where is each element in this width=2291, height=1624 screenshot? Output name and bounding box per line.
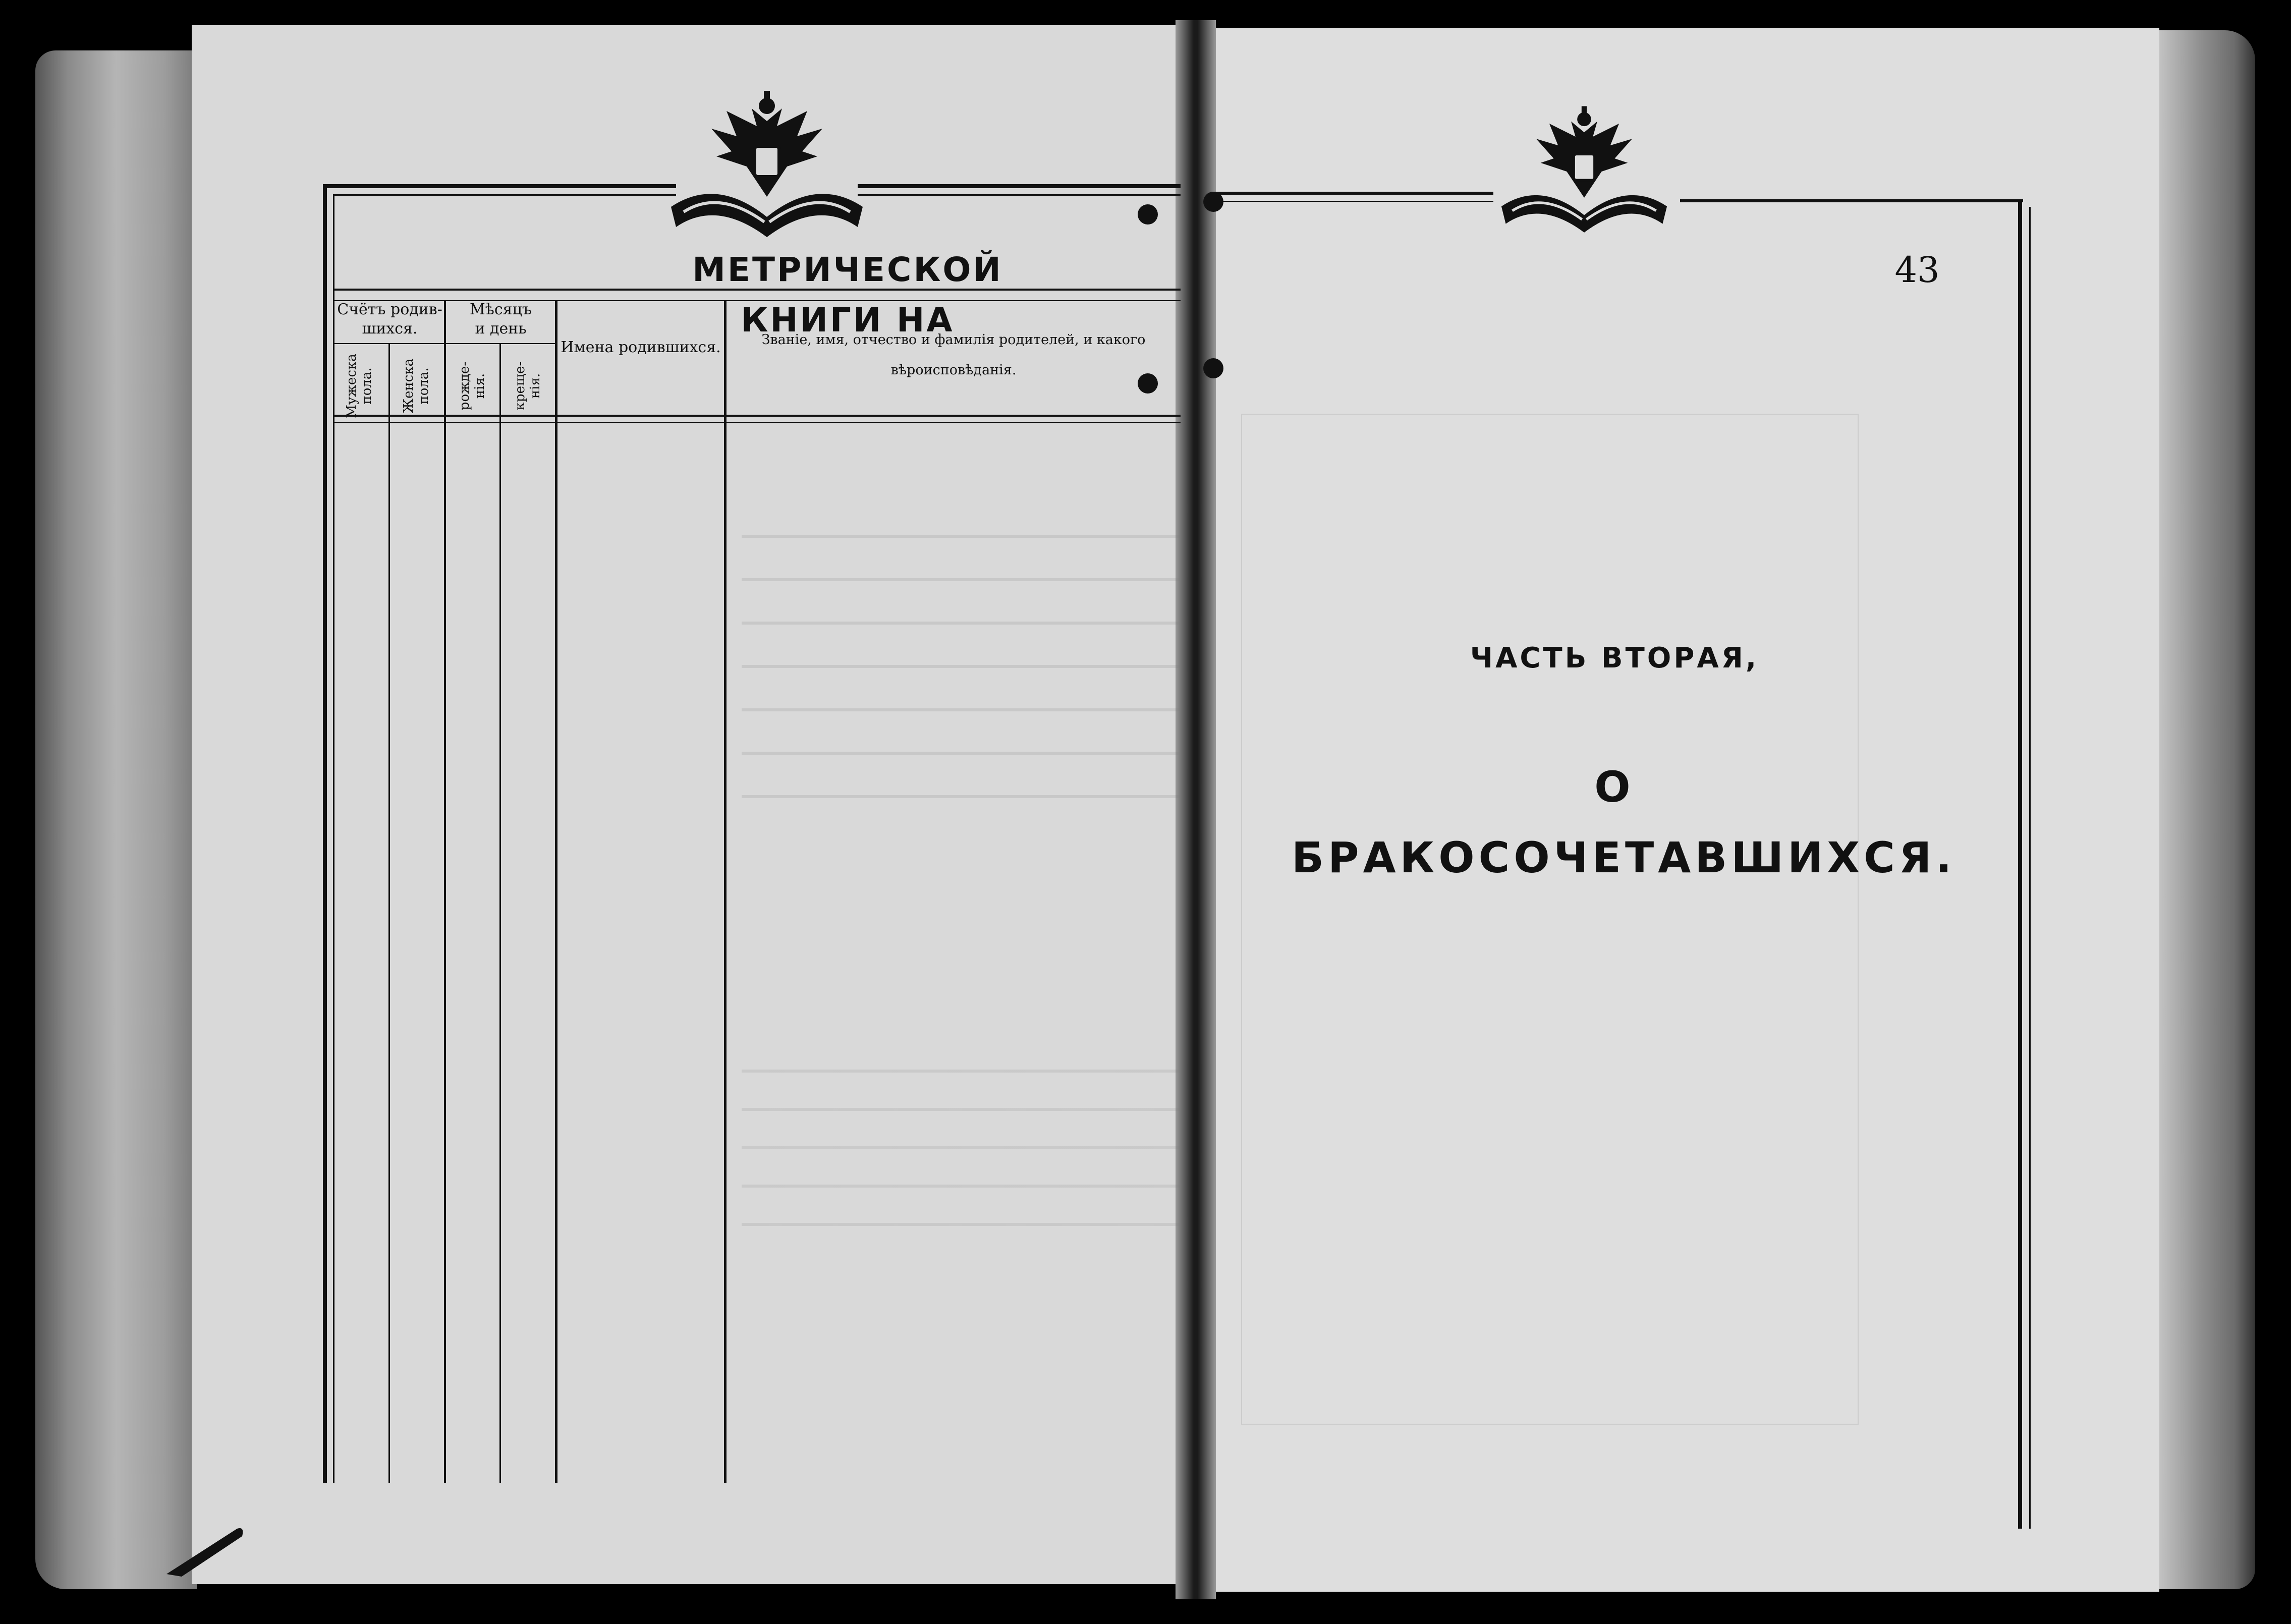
header-parents-religion: вѣроисповѣданія. [890, 362, 1017, 378]
bookmark-ribbon [161, 1519, 247, 1579]
header-names-born: Имена родившихся. [561, 339, 721, 356]
header-month-day: Мѣсяцъ и день [470, 301, 532, 338]
header-birth: рожде- нія. [457, 361, 487, 411]
part-title: ЧАСТЬ ВТОРАЯ, [1470, 642, 1759, 675]
header-male-sex: Мужеска пола. [344, 354, 374, 418]
header-parents: Званіе, имя, отчество и фамилія родителей, и какого [761, 332, 1146, 348]
form-title: МЕТРИЧЕСКОЙ КНИГИ НА [692, 250, 1003, 340]
section-title: О БРАКОСОЧЕТАВШИХСЯ. [1292, 762, 1956, 882]
header-baptism: креще- нія. [513, 361, 543, 411]
page-number: 43 [1894, 249, 1940, 291]
header-female-sex: Женска пола. [401, 358, 431, 414]
header-count-born: Счётъ родив- шихся. [337, 301, 442, 338]
